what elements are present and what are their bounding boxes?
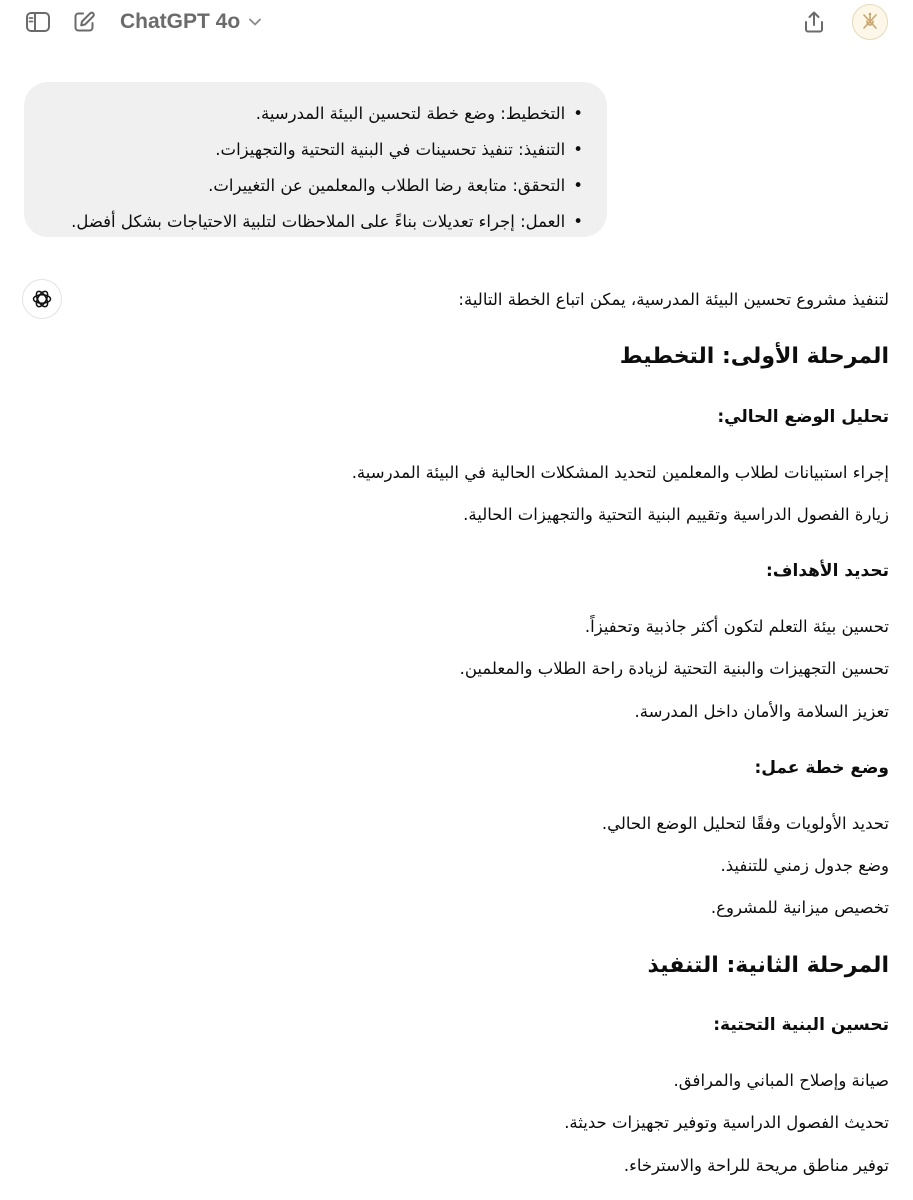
section-heading: تحليل الوضع الحالي: [717,407,889,427]
list-item: •التخطيط: وضع خطة لتحسين البيئة المدرسية. [255,104,583,123]
sidebar-toggle-button[interactable] [22,6,54,38]
paragraph: تعزيز السلامة والأمان داخل المدرسة. [634,702,889,721]
paragraph: تحديد الأولويات وفقًا لتحليل الوضع الحالي. [601,814,889,833]
emblem-icon [858,10,882,34]
paragraph: تخصيص ميزانية للمشروع. [710,898,889,917]
new-chat-button[interactable] [68,6,100,38]
paragraph: إجراء استبيانات لطلاب والمعلمين لتحديد المشكلات الحالية في البيئة المدرسية. [351,463,889,482]
user-message-bubble [24,82,607,237]
paragraph: صيانة وإصلاح المباني والمرافق. [673,1071,889,1090]
section-heading: تحسين البنية التحتية: [713,1015,889,1035]
list-item: •التنفيذ: تنفيذ تحسينات في البنية التحتية والتجهيزات. [215,140,583,159]
avatar[interactable] [852,4,888,40]
chatgpt-logo [22,279,62,319]
edit-icon [72,10,96,34]
top-bar [0,0,913,46]
paragraph: توفير مناطق مريحة للراحة والاسترخاء. [623,1156,889,1175]
phase2-title: المرحلة الثانية: التنفيذ [647,953,889,978]
section-heading: وضع خطة عمل: [754,758,889,778]
list-item: •التحقق: متابعة رضا الطلاب والمعلمين عن التغييرات. [208,176,583,195]
paragraph: تحديث الفصول الدراسية وتوفير تجهيزات حديثة. [564,1113,889,1132]
section-heading: تحديد الأهداف: [765,561,889,581]
share-button[interactable] [798,6,830,38]
paragraph: وضع جدول زمني للتنفيذ. [720,856,889,875]
model-selector[interactable] [120,8,262,36]
model-name: ChatGPT 4o [120,10,241,33]
list-item: •العمل: إجراء تعديلات بناءً على الملاحظات لتلبية الاحتياجات بشكل أفضل. [71,212,583,231]
paragraph: تحسين التجهيزات والبنية التحتية لزيادة راحة الطلاب والمعلمين. [459,659,889,678]
openai-icon [30,287,54,311]
paragraph: زيارة الفصول الدراسية وتقييم البنية التحتية والتجهيزات الحالية. [463,505,889,524]
response-intro: لتنفيذ مشروع تحسين البيئة المدرسية، يمكن اتباع الخطة التالية: [458,290,889,309]
paragraph: تحسين بيئة التعلم لتكون أكثر جاذبية وتحفيزاً. [584,617,889,636]
sidebar-icon [25,10,51,34]
phase1-title: المرحلة الأولى: التخطيط [619,344,889,369]
share-icon [802,9,826,35]
chevron-down-icon [248,17,262,27]
